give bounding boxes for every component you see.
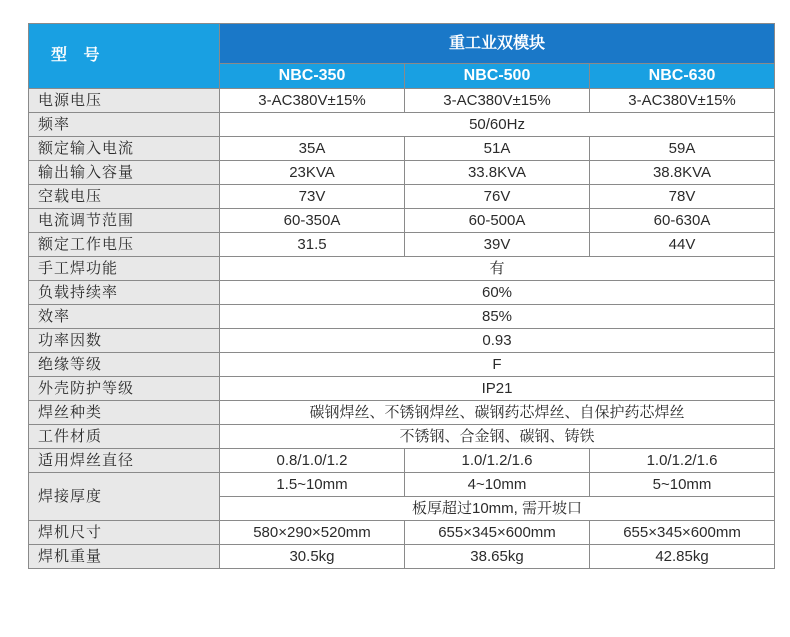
spec-table: [28, 23, 775, 569]
cell-value: 31.5: [220, 233, 405, 257]
cell-note: 板厚超过10mm, 需开坡口: [220, 497, 775, 521]
cell-value: 42.85kg: [590, 545, 775, 569]
table-row: [29, 209, 775, 233]
cell-value: 60-500A: [405, 209, 590, 233]
cell-value: 44V: [590, 233, 775, 257]
row-label: 焊丝种类: [29, 401, 220, 425]
table-row: [29, 329, 775, 353]
cell-value: 0.8/1.0/1.2: [220, 449, 405, 473]
cell-value: 1.5~10mm: [220, 473, 405, 497]
row-label: 负载持续率: [29, 281, 220, 305]
cell-value: 39V: [405, 233, 590, 257]
cell-value: 0.93: [220, 329, 775, 353]
table-row: [29, 449, 775, 473]
row-label: 手工焊功能: [29, 257, 220, 281]
cell-value: 不锈钢、合金钢、碳钢、铸铁: [220, 425, 775, 449]
table-row: [29, 377, 775, 401]
model-header: 型 号: [29, 24, 220, 89]
row-label: 额定工作电压: [29, 233, 220, 257]
cell-value: 30.5kg: [220, 545, 405, 569]
table-row: [29, 113, 775, 137]
cell-value: 655×345×600mm: [405, 521, 590, 545]
cell-value: 655×345×600mm: [590, 521, 775, 545]
row-label: 电流调节范围: [29, 209, 220, 233]
cell-value: 1.0/1.2/1.6: [590, 449, 775, 473]
group-title: 重工业双模块: [220, 24, 775, 64]
row-label: 焊接厚度: [29, 473, 220, 521]
cell-value: 60-350A: [220, 209, 405, 233]
cell-value: IP21: [220, 377, 775, 401]
cell-value: 23KVA: [220, 161, 405, 185]
row-label: 效率: [29, 305, 220, 329]
cell-value: 35A: [220, 137, 405, 161]
model-column-header: NBC-500: [405, 64, 590, 89]
row-label: 电源电压: [29, 89, 220, 113]
cell-value: F: [220, 353, 775, 377]
row-label: 额定输入电流: [29, 137, 220, 161]
table-row: [29, 185, 775, 209]
row-label: 外壳防护等级: [29, 377, 220, 401]
cell-value: 3-AC380V±15%: [405, 89, 590, 113]
table-row: [29, 401, 775, 425]
cell-value: 60%: [220, 281, 775, 305]
row-label: 绝缘等级: [29, 353, 220, 377]
table-row: [29, 305, 775, 329]
cell-value: 51A: [405, 137, 590, 161]
table-row: [29, 425, 775, 449]
cell-value: 4~10mm: [405, 473, 590, 497]
cell-value: 33.8KVA: [405, 161, 590, 185]
cell-value: 碳钢焊丝、不锈钢焊丝、碳钢药芯焊丝、自保护药芯焊丝: [220, 401, 775, 425]
cell-value: 38.65kg: [405, 545, 590, 569]
table-row: [29, 89, 775, 113]
table-row: [29, 521, 775, 545]
table-row: [29, 137, 775, 161]
cell-value: 60-630A: [590, 209, 775, 233]
table-row: [29, 161, 775, 185]
table-row: [29, 281, 775, 305]
cell-value: 78V: [590, 185, 775, 209]
table-row: [29, 233, 775, 257]
cell-value: 73V: [220, 185, 405, 209]
cell-value: 3-AC380V±15%: [220, 89, 405, 113]
table-row: [29, 473, 775, 497]
cell-value: 3-AC380V±15%: [590, 89, 775, 113]
table-row: [29, 353, 775, 377]
cell-value: 76V: [405, 185, 590, 209]
table-row: [29, 257, 775, 281]
table-row: [29, 545, 775, 569]
cell-value: 85%: [220, 305, 775, 329]
row-label: 输出输入容量: [29, 161, 220, 185]
row-label: 适用焊丝直径: [29, 449, 220, 473]
row-label: 频率: [29, 113, 220, 137]
model-column-header: NBC-630: [590, 64, 775, 89]
cell-value: 59A: [590, 137, 775, 161]
row-label: 工件材质: [29, 425, 220, 449]
cell-value: 1.0/1.2/1.6: [405, 449, 590, 473]
cell-value: 580×290×520mm: [220, 521, 405, 545]
row-label: 空载电压: [29, 185, 220, 209]
cell-value: 50/60Hz: [220, 113, 775, 137]
row-label: 功率因数: [29, 329, 220, 353]
row-label: 焊机重量: [29, 545, 220, 569]
model-column-header: NBC-350: [220, 64, 405, 89]
cell-value: 有: [220, 257, 775, 281]
row-label: 焊机尺寸: [29, 521, 220, 545]
cell-value: 38.8KVA: [590, 161, 775, 185]
cell-value: 5~10mm: [590, 473, 775, 497]
